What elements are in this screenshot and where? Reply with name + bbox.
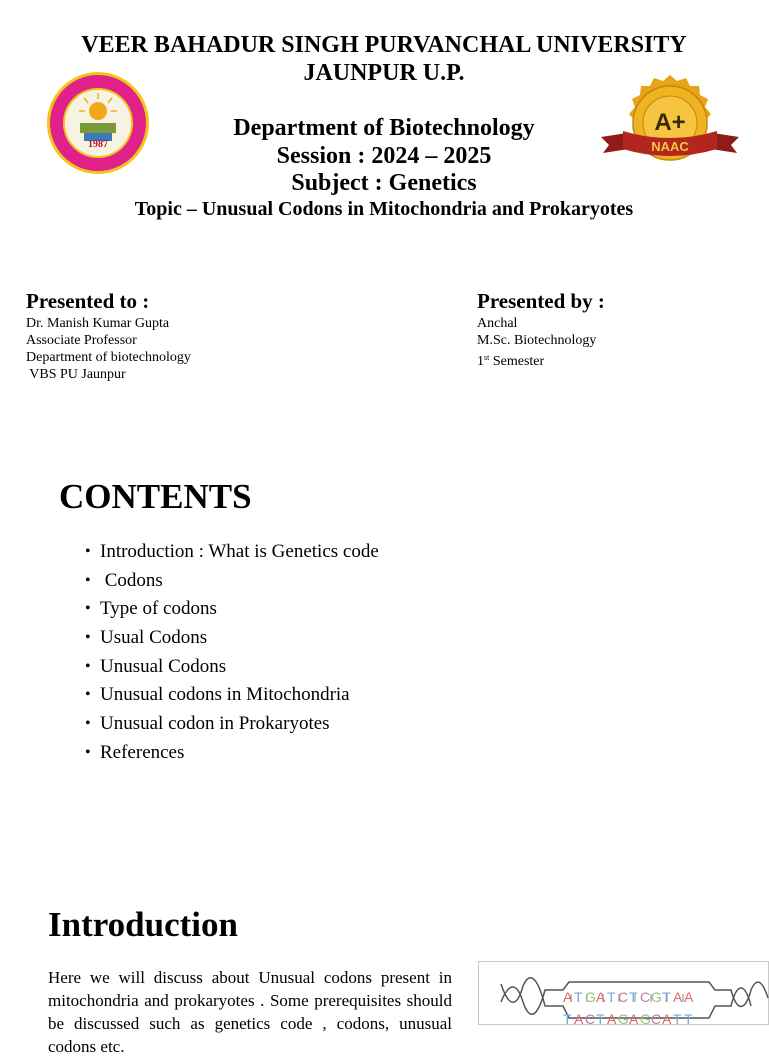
dna-base-bottom: A [662, 1011, 672, 1027]
dna-base-bottom: G [640, 1011, 651, 1027]
naac-grade: A+ [654, 109, 686, 136]
bullet-icon: • [85, 715, 91, 733]
student-course: M.Sc. Biotechnology [477, 333, 597, 348]
student-semester: 1st Semester [477, 353, 545, 369]
dna-base-bottom: C [585, 1011, 596, 1027]
presented-by-block [477, 289, 737, 370]
dna-base-bottom: C [651, 1011, 662, 1027]
presenter-department: Department of biotechnology [26, 350, 191, 365]
list-item: • References [85, 739, 585, 768]
bullet-icon: • [85, 600, 91, 618]
presenter-designation: Associate Professor [26, 333, 137, 348]
seal-year: 1987 [88, 139, 108, 150]
naac-label: NAAC [651, 139, 689, 154]
bullet-icon: • [85, 657, 91, 675]
dna-base-bottom: T [563, 1011, 572, 1027]
presenter-name: Dr. Manish Kumar Gupta [26, 316, 170, 331]
list-item: • Unusual codon in Prokaryotes [85, 710, 585, 739]
dna-base-top: A [673, 989, 683, 1005]
contents-title: CONTENTS [59, 477, 252, 516]
bullet-icon: • [85, 543, 91, 560]
university-name-line2: JAUNPUR U.P. [303, 60, 465, 86]
bullet-icon: • [85, 629, 91, 647]
dna-base-top: A [684, 989, 694, 1005]
dna-base-bottom: A [629, 1011, 639, 1027]
dna-base-top: T [607, 989, 616, 1005]
presented-to-heading: Presented to : [26, 289, 150, 313]
bullet-icon: • [85, 686, 91, 704]
dna-base-top: T [662, 989, 671, 1005]
dna-base-bottom: T [684, 1011, 693, 1027]
list-item: • Codons [85, 567, 585, 596]
dna-base-top: G [585, 989, 596, 1005]
bullet-icon: • [85, 571, 91, 589]
list-item: • Unusual Codons [85, 653, 585, 682]
dna-base-top: C [618, 989, 629, 1005]
subject: Subject : Genetics [291, 170, 477, 196]
dna-helix-image [478, 961, 769, 1025]
student-name: Anchal [477, 316, 518, 331]
dna-base-top: G [651, 989, 662, 1005]
dna-base-top: C [640, 989, 651, 1005]
dna-helix-icon [479, 962, 768, 1027]
dna-base-top: T [574, 989, 583, 1005]
dna-base-top: A [596, 989, 606, 1005]
dna-base-bottom: A [574, 1011, 584, 1027]
presenter-institution: VBS PU Jaunpur [26, 367, 126, 382]
bullet-icon: • [85, 743, 91, 761]
dna-base-bottom: G [618, 1011, 629, 1027]
topic: Topic – Unusual Codons in Mitochondria and Prokaryotes [134, 198, 634, 220]
list-item: • Type of codons [85, 595, 585, 624]
dna-base-bottom: A [607, 1011, 617, 1027]
department-name: Department of Biotechnology [233, 115, 535, 141]
dna-base-bottom: T [673, 1011, 682, 1027]
session: Session : 2024 – 2025 [276, 143, 492, 169]
dna-base-bottom: T [596, 1011, 605, 1027]
dna-base-top: A [563, 989, 573, 1005]
presented-by-heading: Presented by : [477, 289, 605, 313]
university-name-line1: VEER BAHADUR SINGH PURVANCHAL UNIVERSITY [81, 32, 687, 58]
list-item: • Unusual codons in Mitochondria [85, 681, 585, 710]
list-item: • Introduction : What is Genetics code [85, 538, 585, 567]
introduction-title: Introduction [48, 905, 238, 944]
list-item: • Usual Codons [85, 624, 585, 653]
dna-base-top: T [629, 989, 638, 1005]
contents-list [85, 538, 585, 768]
presented-to-block [26, 289, 356, 383]
introduction-paragraph: Here we will discuss about Unusual codons present in mitochondria and prokaryotes . Some prerequisites should be discussed such as genetics code , codons, unusual codons etc. [48, 968, 452, 1056]
